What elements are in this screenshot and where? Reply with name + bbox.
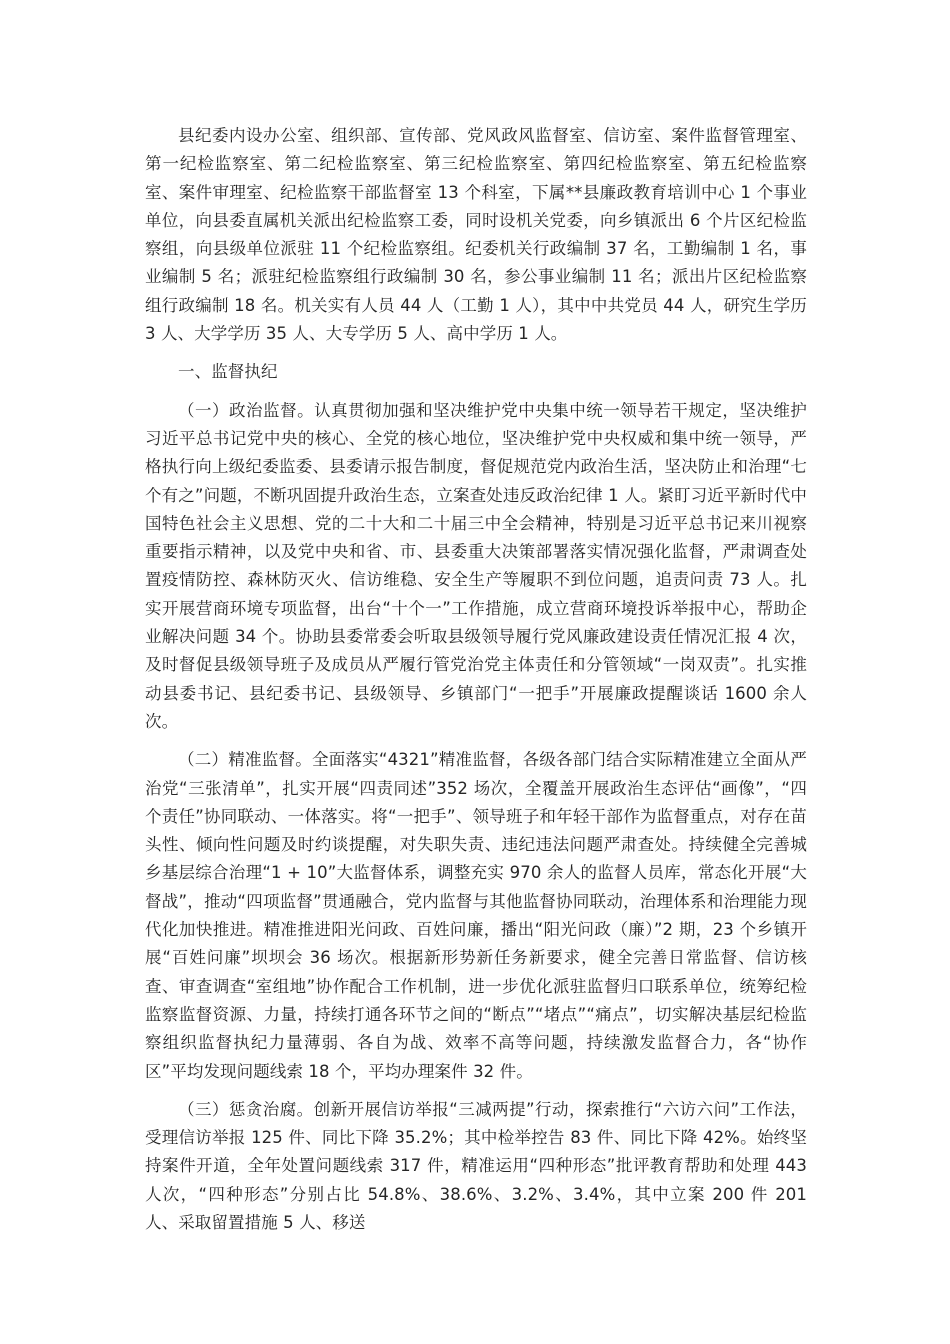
paragraph-political-supervision: （一）政治监督。认真贯彻加强和坚决维护党中央集中统一领导若干规定，坚决维护习近平总书记党中央的核心、全党的核心地位，坚决维护党中央权威和集中统一领导，严格执行向上级纪委监委、县委请示报告制度，督促规范党内政治生活，坚决防止和治理“七个有之”问题，不断巩固提升政治生态，立案查处违反政治纪律 1 人。紧盯习近平新时代中国特色社会主义思想、党的二十大和二十届三中全会精神，特别是习近平总书记来川视察重要指示精神，以及党中央和省、市、县委重大决策部署落实情况强化监督，严肃调查处置疫情防控、森林防灭火、信访维稳、安全生产等履职不到位问题，追责问责 73 人。扎实开展营商环境专项监督，出台“十个一”工作措施，成立营商环境投诉举报中心，帮助企业解决问题 34 个。协助县委常委会听取县级领导履行党风廉政建设责任情况汇报 4 次，及时督促县级领导班子及成员从严履行管党治党主体责任和分管领域“一岗双责”。扎实推动县委书记、县纪委书记、县级领导、乡镇部门“一把手”开展廉政提醒谈话 1600 余人次。 — [145, 400, 807, 731]
paragraph-anti-corruption: （三）惩贪治腐。创新开展信访举报“三减两提”行动，探索推行“六访六问”工作法，受理信访举报 125 件、同比下降 35.2%；其中检举控告 83 件、同比下降 42%。始终坚持案件开道，全年处置问题线索 317 件，精准运用“四种形态”批评教育帮助和处理 443 人次，“四种形态”分别占比 54.8%、38.6%、3.2%、3.4%，其中立案 200 件 201 人、采取留置措施 5 人、移送 — [145, 1099, 807, 1232]
intro-paragraph: 县纪委内设办公室、组织部、宣传部、党风政风监督室、信访室、案件监督管理室、第一纪检监察室、第二纪检监察室、第三纪检监察室、第四纪检监察室、第五纪检监察室、案件审理室、纪检监察干部监督室 13 个科室，下属**县廉政教育培训中心 1 个事业单位，向县委直属机关派出纪检监察工委，同时设机关党委，向乡镇派出 6 个片区纪检监察组，向县级单位派驻 11 个纪检监察组。纪委机关行政编制 37 名，工勤编制 1 名，事业编制 5 名；派驻纪检监察组行政编制 30 名，参公事业编制 11 名；派出片区纪检监察组行政编制 18 名。机关实有人员 44 人（工勤 1 人），其中中共党员 44 人，研究生学历 3 人、大学学历 35 人、大专学历 5 人、高中学历 1 人。 — [145, 126, 807, 344]
section-heading-supervision: 一、监督执纪 — [178, 362, 278, 382]
paragraph-precise-supervision: （二）精准监督。全面落实“4321”精准监督，各级各部门结合实际精准建立全面从严治党“三张清单”，扎实开展“四责同述”352 场次，全覆盖开展政治生态评估“画像”，“四个责任”协同联动、一体落实。将“一把手”、领导班子和年轻干部作为监督重点，对存在苗头性、倾向性问题及时约谈提醒，对失职失责、违纪违法问题严肃查处。持续健全完善城乡基层综合治理“1 + 10”大监督体系，调整充实 970 余人的监督人员库，常态化开展“大督战”，推动“四项监督”贯通融合，党内监督与其他监督协同联动，治理体系和治理能力现代化加快推进。精准推进阳光问政、百姓问廉，播出“阳光问政（廉）”2 期，23 个乡镇开展“百姓问廉”坝坝会 36 场次。根据新形势新任务新要求，健全完善日常监督、信访核查、审查调查“室组地”协作配合工作机制，进一步优化派驻监督归口联系单位，统筹纪检监察监督资源、力量，持续打通各环节之间的“断点”“堵点”“痛点”，切实解决基层纪检监察组织监督执纪力量薄弱、各自为战、效率不高等问题，持续激发监督合力，各“协作区”平均发现问题线索 18 个，平均办理案件 32 件。 — [145, 750, 807, 1081]
document-body — [145, 122, 807, 1237]
